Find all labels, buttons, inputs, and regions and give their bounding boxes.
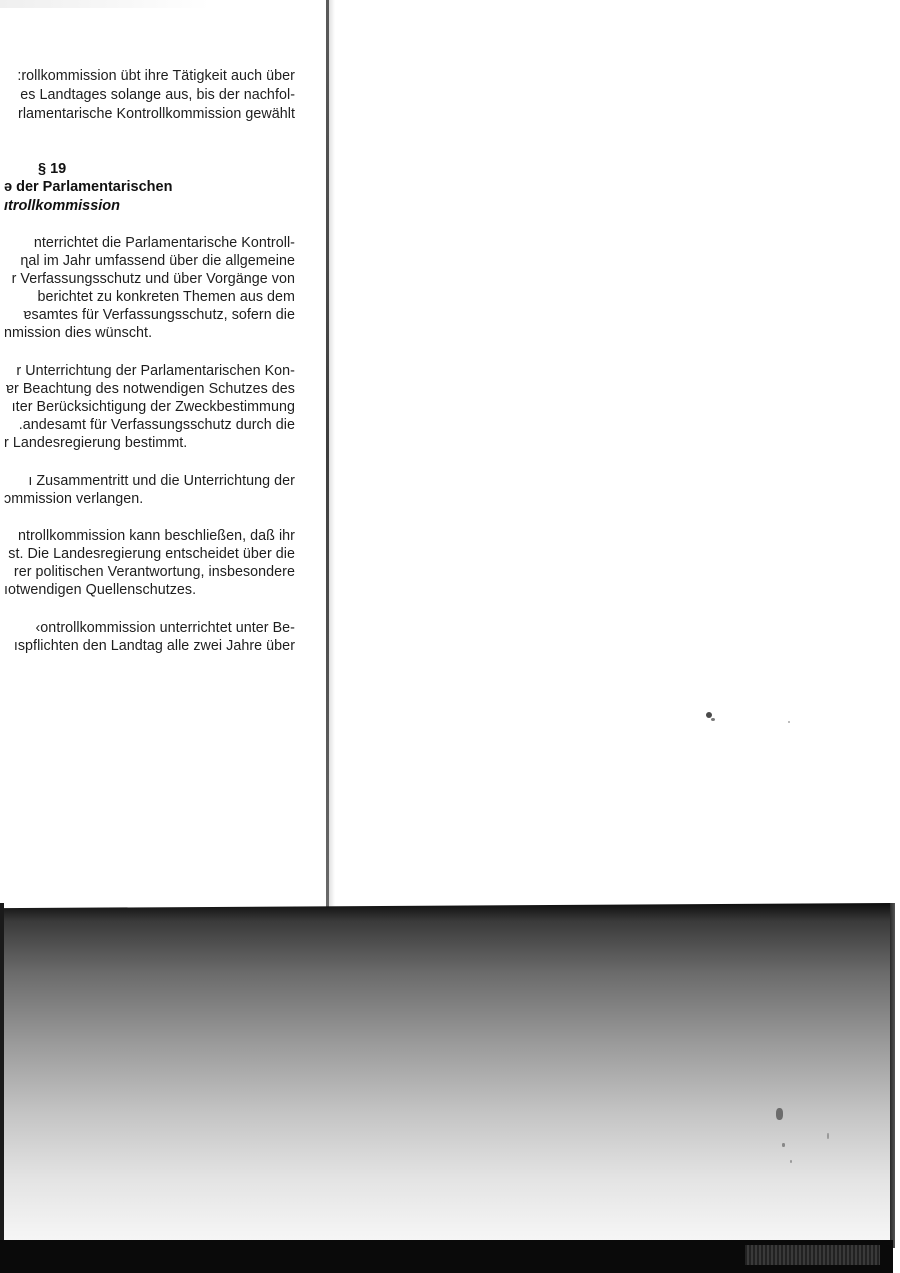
scan-mark (827, 1133, 829, 1139)
paragraph-1-line-3: r Verfassungsschutz und über Vorgänge von (11, 271, 295, 287)
paragraph-4-line-2: st. Die Landesregierung entscheidet über die (8, 546, 295, 562)
intro-line-3: rlamentarische Kontrollkommission gewählt (18, 106, 295, 122)
paragraph-4-line-3: rer politischen Verantwortung, insbesondere (13, 564, 295, 580)
section-number: § 19 (38, 161, 67, 177)
paragraph-1-line-4: berichtet zu konkreten Themen aus dem (37, 289, 295, 305)
paragraph-1-line-5: ɐsamtes für Verfassungsschutz, sofern die (23, 307, 295, 323)
paragraph-3-line-1: ı Zusammentritt und die Unterrichtung der (28, 473, 295, 489)
scanner-shadow-region (0, 903, 895, 1248)
paragraph-4-line-4: ıotwendigen Quellenschutzes. (4, 582, 197, 598)
paragraph-1-line-2: ɳal im Jahr umfassend über die allgemeine (20, 253, 295, 269)
dust-speck (711, 718, 715, 721)
scan-mark (790, 1160, 792, 1163)
dust-speck (706, 712, 712, 718)
intro-line-1: :rollkommission übt ihre Tätigkeit auch über (17, 68, 295, 84)
paragraph-1-line-6: nmission dies wünscht. (4, 325, 153, 341)
paragraph-2-line-3: ıter Berücksichtigung der Zweckbestimmung (11, 399, 295, 415)
paragraph-4-line-1: ntrollkommission kann beschließen, daß ihr (17, 528, 295, 544)
scan-mark (782, 1143, 785, 1147)
paragraph-1-line-1: nterrichtet die Parlamentarische Kontroll- (33, 235, 295, 251)
dust-speck (788, 721, 790, 723)
scan-mark (776, 1108, 783, 1120)
section-title-line-2: ıtrollkommission (4, 198, 121, 214)
scanner-left-edge (0, 903, 4, 1248)
paragraph-2-line-5: r Landesregierung bestimmt. (4, 435, 188, 451)
book-spine-shadow (329, 0, 335, 910)
paragraph-2-line-4: .andesamt für Verfassungsschutz durch die (18, 417, 295, 433)
text-column (0, 0, 298, 700)
paragraph-5-line-2: ıspflichten den Landtag alle zwei Jahre über (13, 638, 295, 654)
scanner-bottom-strip (745, 1245, 880, 1265)
scanner-right-edge (890, 903, 895, 1248)
paragraph-2-line-1: r Unterrichtung der Parlamentarischen Kon- (16, 363, 295, 379)
paragraph-5-line-1: ‹ontrollkommission unterrichtet unter Be- (35, 620, 295, 636)
section-title-line-1: ə der Parlamentarischen (4, 179, 173, 195)
intro-line-2: es Landtages solange aus, bis der nachfol- (20, 87, 295, 103)
paragraph-3-line-2: ɔmmission verlangen. (4, 491, 144, 507)
paragraph-2-line-2: ɐr Beachtung des notwendigen Schutzes des (6, 381, 295, 397)
